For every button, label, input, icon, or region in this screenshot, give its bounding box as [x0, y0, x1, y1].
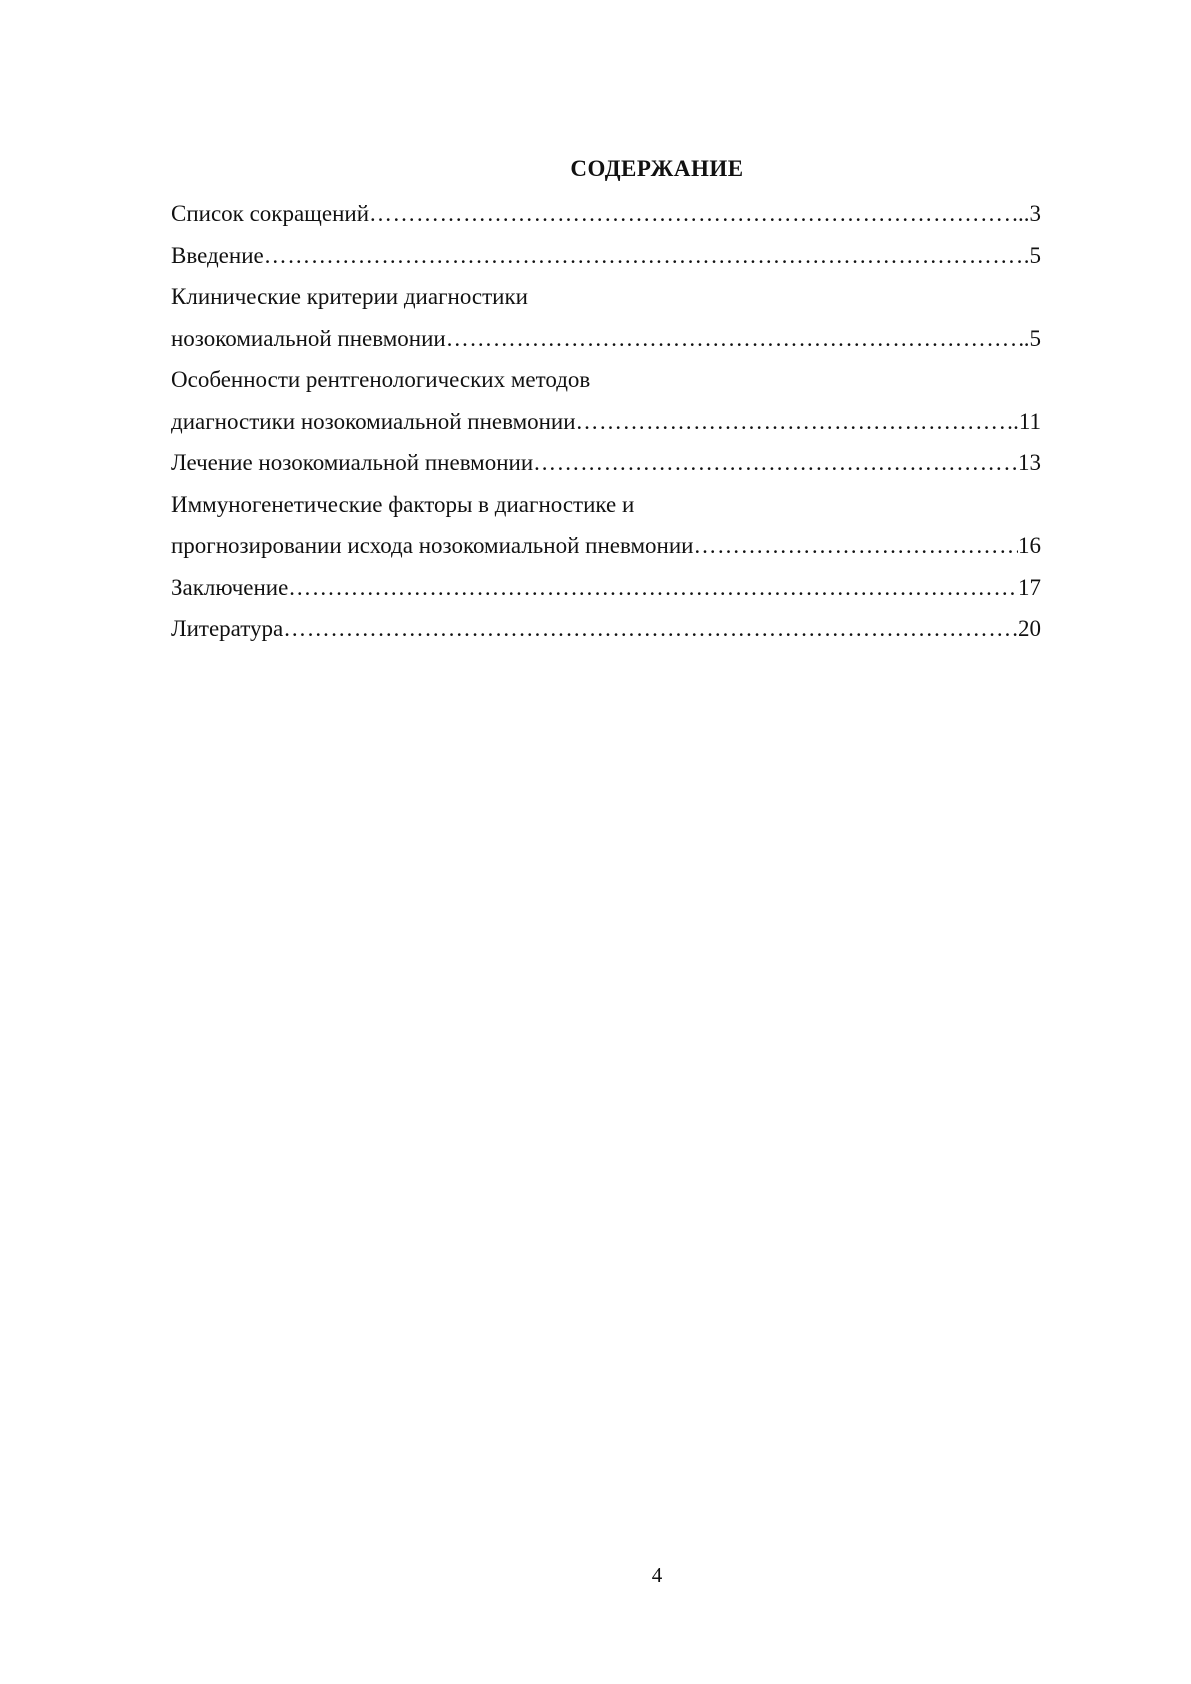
toc-page-number: .5 — [1023, 325, 1041, 351]
toc-entry-treatment[interactable] — [171, 442, 1041, 484]
toc-page-number: .11 — [1013, 408, 1041, 434]
toc-entry-introduction[interactable] — [171, 235, 1041, 277]
dot-leader — [283, 608, 1012, 650]
table-of-contents — [171, 193, 1041, 650]
toc-entry-radiology[interactable] — [171, 401, 1041, 443]
toc-entry-label: Литература — [171, 616, 284, 641]
toc-entry-clinical-criteria-line1[interactable] — [171, 276, 1041, 318]
toc-page-number: 17 — [1018, 574, 1041, 600]
toc-entry-abbreviations[interactable] — [171, 193, 1041, 235]
toc-entry-label: Иммуногенетические факторы в диагностике и — [171, 491, 635, 517]
toc-entry-label: нозокомиальной пневмонии — [171, 325, 446, 351]
toc-entry-radiology-line1[interactable] — [171, 359, 1041, 401]
page-number: 4 — [651, 1563, 663, 1587]
dot-leader — [446, 318, 1024, 360]
dot-leader — [576, 401, 1014, 443]
toc-entry-immunogenetics-line1[interactable] — [171, 484, 1041, 526]
dot-leader — [533, 442, 1018, 484]
toc-entry-immunogenetics[interactable] — [171, 525, 1041, 567]
toc-entry-clinical-criteria[interactable] — [171, 318, 1041, 360]
toc-entry-label: Введение — [171, 242, 264, 268]
toc-entry-references[interactable] — [171, 608, 1041, 650]
dot-leader — [288, 567, 1018, 609]
page-title: СОДЕРЖАНИЕ — [570, 156, 744, 181]
toc-entry-label: Особенности рентгенологических методов — [171, 367, 591, 392]
dot-leader — [693, 525, 1018, 567]
toc-page-number: ..3 — [1018, 201, 1041, 226]
toc-entry-label: прогнозировании исхода нозокомиальной пневмонии — [171, 533, 694, 558]
toc-entry-label: диагностики нозокомиальной пневмонии — [171, 408, 576, 434]
toc-page-number: 13 — [1018, 450, 1041, 475]
toc-entry-label: Список сокращений — [171, 201, 370, 226]
toc-entry-label: Клинические критерии диагностики — [171, 284, 528, 309]
dot-leader — [369, 193, 1018, 235]
toc-entry-label: Лечение нозокомиальной пневмонии — [171, 450, 534, 475]
toc-entry-conclusion[interactable] — [171, 567, 1041, 609]
toc-page-number: .5 — [1023, 242, 1041, 268]
dot-leader — [264, 235, 1024, 277]
toc-entry-label: Заключение — [171, 574, 289, 600]
toc-page-number: .20 — [1012, 616, 1041, 641]
toc-page-number: 16 — [1018, 533, 1041, 558]
